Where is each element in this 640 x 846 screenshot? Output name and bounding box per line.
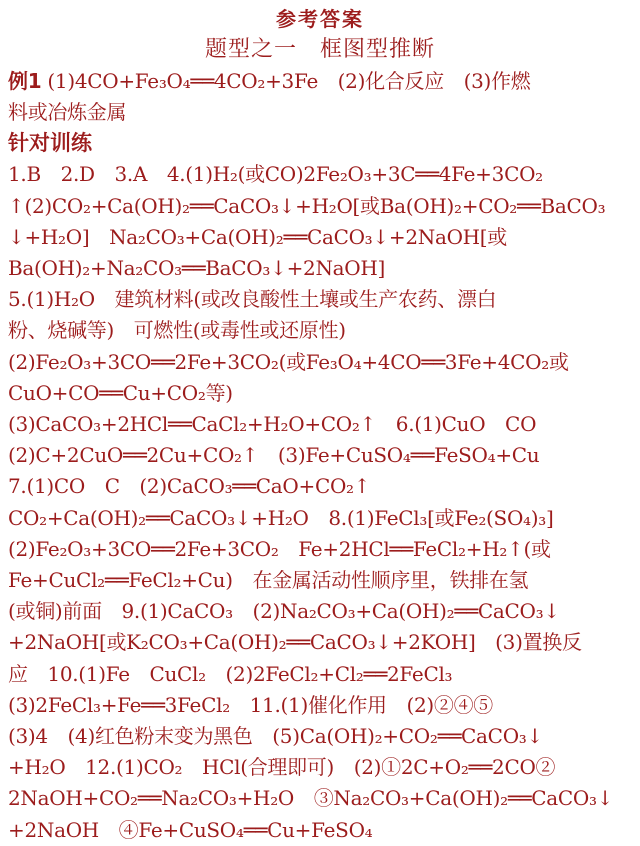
answer-line: 2NaOH+CO₂══Na₂CO₃+H₂O ③Na₂CO₃+Ca(OH)₂══CaCO₃↓ xyxy=(8,786,614,811)
answer-line: 7.(1)CO C (2)CaCO₃══CaO+CO₂↑ xyxy=(8,474,371,499)
answer-line: (或铜)前面 9.(1)CaCO₃ (2)Na₂CO₃+Ca(OH)₂══CaCO₃↓ xyxy=(8,599,560,624)
answer-line: ↑(2)CO₂+Ca(OH)₂══CaCO₃↓+H₂O[或Ba(OH)₂+CO₂══BaCO₃ xyxy=(8,193,606,218)
answer-line: (3)4 (4)红色粉末变为黑色 (5)Ca(OH)₂+CO₂══CaCO₃↓ xyxy=(8,724,543,749)
answer-line: Ba(OH)₂+Na₂CO₃══BaCO₃↓+2NaOH] xyxy=(8,256,386,281)
example-text-1: (1)4CO+Fe₃O₄══4CO₂+3Fe (2)化合反应 (3)作燃 xyxy=(47,69,531,93)
example-line-1 xyxy=(8,66,632,97)
page-title: 参考答案 xyxy=(276,7,364,31)
answer-line: (2)C+2CuO══2Cu+CO₂↑ (3)Fe+CuSO₄══FeSO₄+Cu xyxy=(8,443,540,468)
answer-line: (3)2FeCl₃+Fe══3FeCl₂ 11.(1)催化作用 (2)②④⑤ xyxy=(8,692,493,717)
example-label: 例1 xyxy=(8,69,42,93)
section-subtitle: 题型之一 框图型推断 xyxy=(204,37,435,62)
answer-line: ↓+H₂O] Na₂CO₃+Ca(OH)₂══CaCO₃↓+2NaOH[或 xyxy=(8,224,508,249)
answer-line: +2NaOH[或K₂CO₃+Ca(OH)₂══CaCO₃↓+2KOH] (3)置换反 xyxy=(8,630,582,655)
answer-line: 应 10.(1)Fe CuCl₂ (2)2FeCl₂+Cl₂══2FeCl₃ xyxy=(8,661,453,686)
answer-line: +2NaOH ④Fe+CuSO₄══Cu+FeSO₄ xyxy=(8,817,373,842)
answer-line: (2)Fe₂O₃+3CO══2Fe+3CO₂ Fe+2HCl══FeCl₂+H₂↑(或 xyxy=(8,536,551,561)
answer-line: (3)CaCO₃+2HCl══CaCl₂+H₂O+CO₂↑ 6.(1)CuO CO xyxy=(8,412,537,437)
answer-line: CuO+CO══Cu+CO₂等) xyxy=(8,380,233,405)
answer-line: CO₂+Ca(OH)₂══CaCO₃↓+H₂O 8.(1)FeCl₃[或Fe₂(SO₄)₃] xyxy=(8,505,554,530)
answer-line: 1.B 2.D 3.A 4.(1)H₂(或CO)2Fe₂O₃+3C══4Fe+3CO₂ xyxy=(8,162,543,187)
answer-line: Fe+CuCl₂══FeCl₂+Cu) 在金属活动性顺序里，铁排在氢 xyxy=(8,568,529,593)
answer-line: +H₂O 12.(1)CO₂ HCl(合理即可) (2)①2C+O₂══2CO② xyxy=(8,755,556,780)
answer-line: 5.(1)H₂O 建筑材料(或改良酸性土壤或生产农药、漂白 xyxy=(8,287,497,312)
answer-line: 粉、烧碱等) 可燃性(或毒性或还原性) xyxy=(8,318,346,343)
answer-line: (2)Fe₂O₃+3CO══2Fe+3CO₂(或Fe₃O₄+4CO══3Fe+4CO₂或 xyxy=(8,349,569,374)
practice-heading: 针对训练 xyxy=(8,131,92,156)
example-line-2: 料或冶炼金属 xyxy=(8,100,127,125)
